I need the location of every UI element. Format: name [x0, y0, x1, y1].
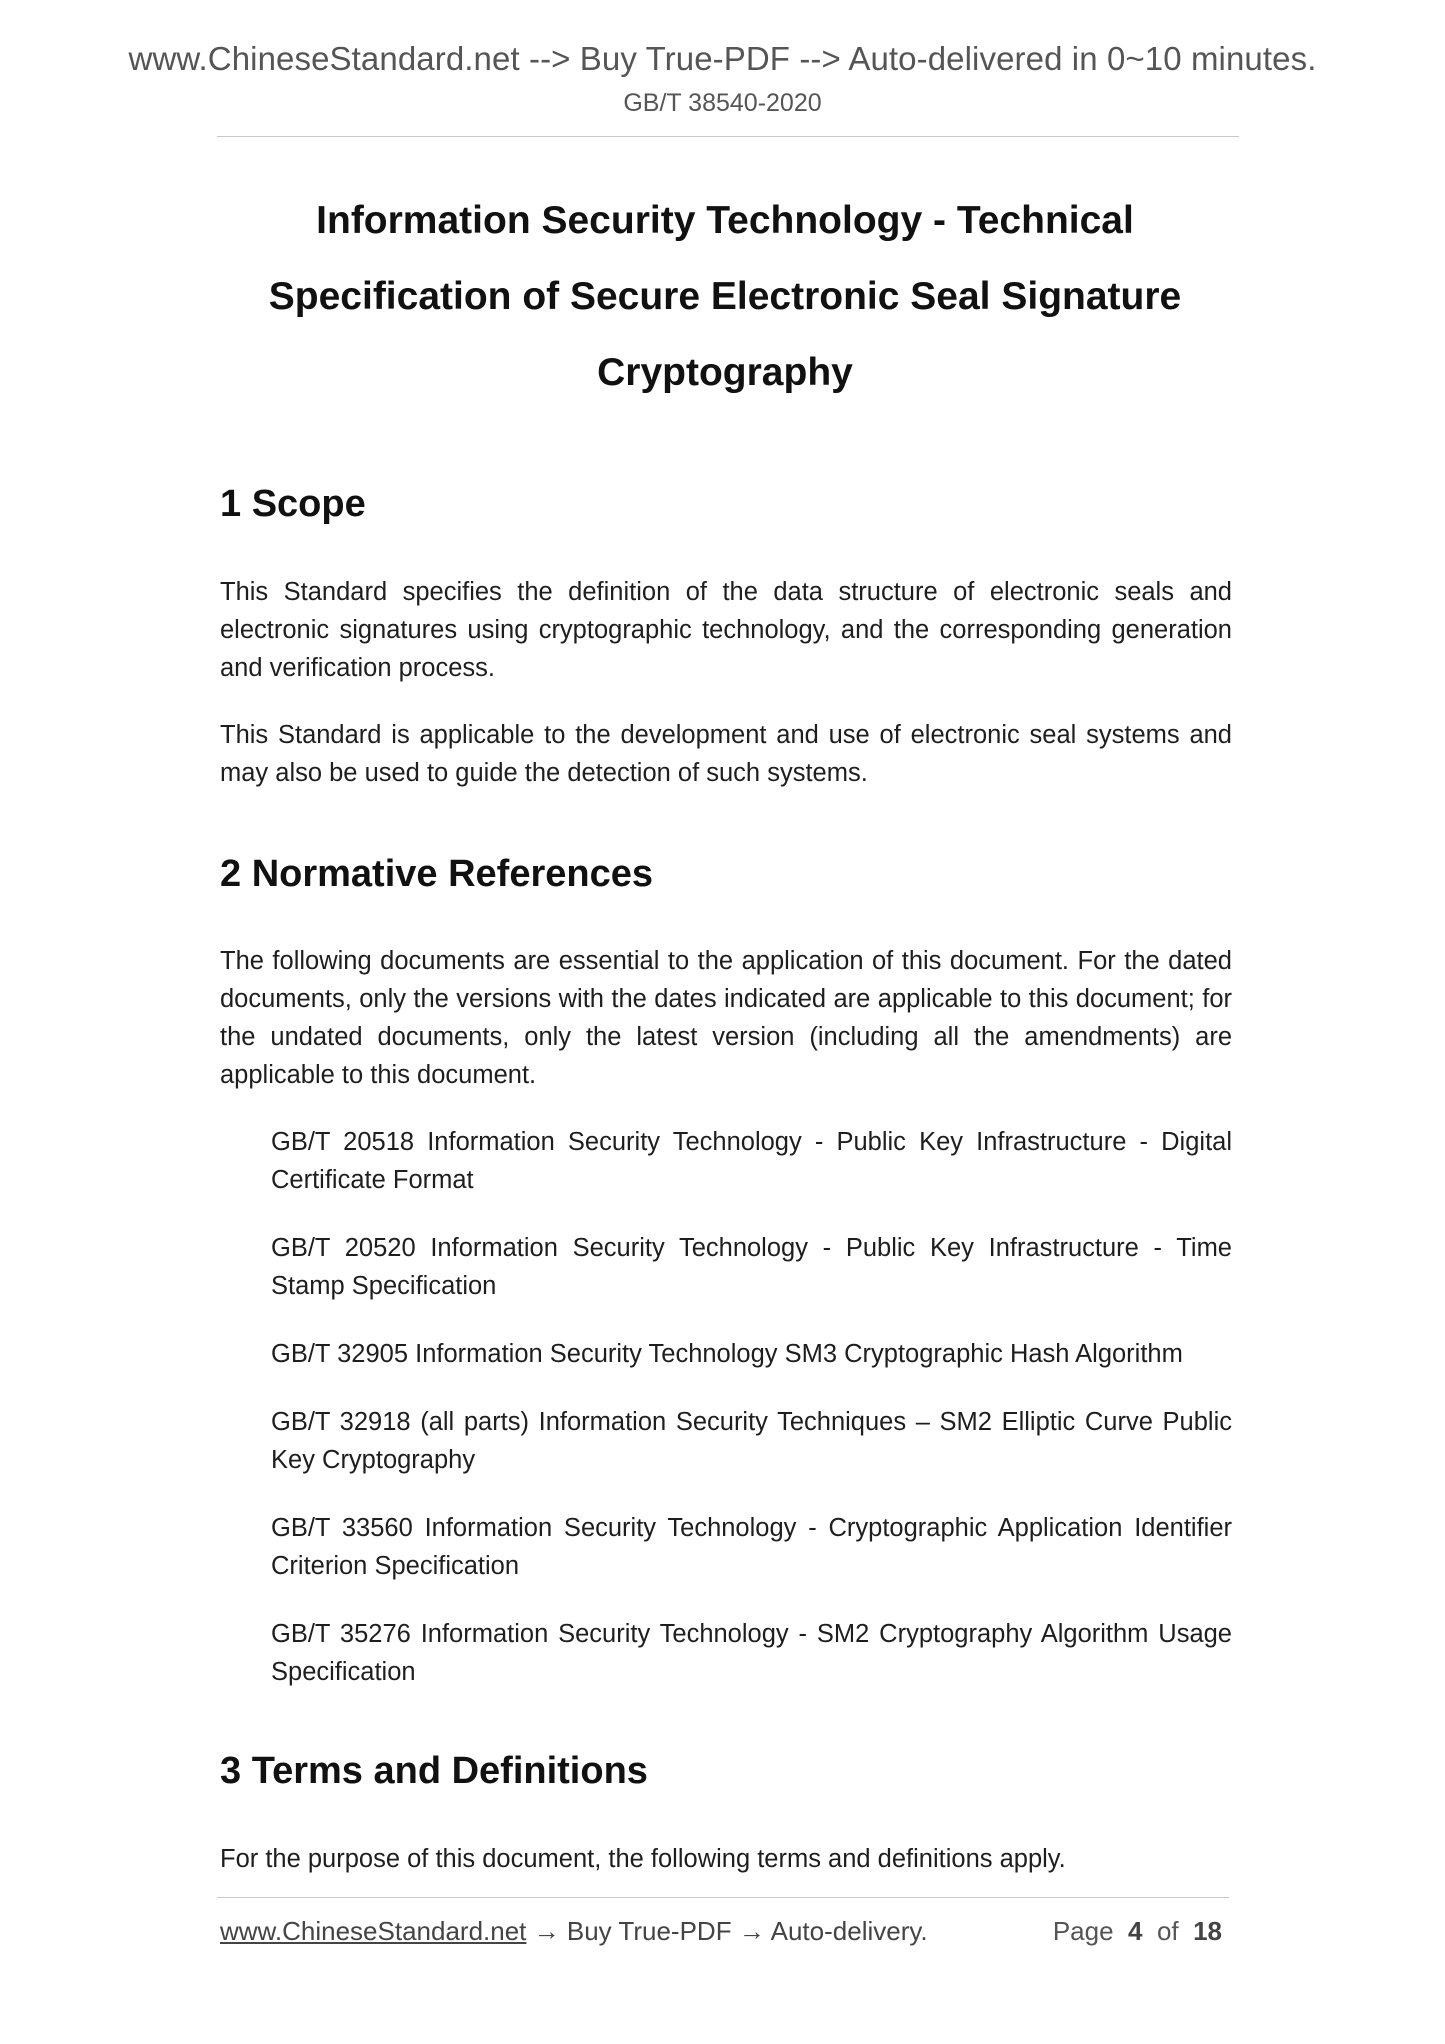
- page-current: 4: [1128, 1916, 1143, 1946]
- title-line-1: Information Security Technology - Technical: [316, 199, 1134, 242]
- document-title: [217, 190, 1233, 418]
- reference-item: GB/T 33560 Information Security Technology - Cryptographic Application Identifier Criterion Specification: [271, 1514, 1232, 1580]
- page-label: Page: [1052, 1916, 1114, 1946]
- footer-delivery-text: Auto-delivery.: [770, 1916, 928, 1946]
- footer-website-link[interactable]: www.ChineseStandard.net: [220, 1916, 527, 1946]
- scope-paragraph-2: This Standard is applicable to the development and use of electronic seal systems and may also be used to guide the detection of such systems.: [220, 721, 1232, 787]
- scope-paragraph-1: This Standard specifies the definition of the data structure of electronic seals and electronic signatures using cryptographic technology, and the corresponding generation and verification process.: [220, 578, 1232, 682]
- page-of-label: of: [1156, 1916, 1179, 1946]
- reference-item: GB/T 35276 Information Security Technology - SM2 Cryptography Algorithm Usage Specification: [271, 1620, 1232, 1686]
- title-line-3: Cryptography: [597, 351, 853, 394]
- section-heading-scope: 1 Scope: [220, 483, 366, 525]
- footer-divider: [217, 1897, 1229, 1898]
- reference-item: GB/T 32905 Information Security Technology SM3 Cryptographic Hash Algorithm: [271, 1340, 1183, 1368]
- footer-promo: [220, 1916, 928, 1947]
- header-divider: [217, 136, 1239, 137]
- section-heading-normative-references: 2 Normative References: [220, 853, 653, 895]
- arrow-right-icon: →: [533, 1916, 560, 1946]
- footer-buy-text: Buy True-PDF: [566, 1916, 732, 1946]
- header-banner: www.ChineseStandard.net --> Buy True-PDF --> Auto-delivered in 0~10 minutes.: [128, 40, 1317, 77]
- reference-item: GB/T 32918 (all parts) Information Security Techniques – SM2 Elliptic Curve Public Key Cryptography: [271, 1408, 1232, 1474]
- section-heading-terms-and-definitions: 3 Terms and Definitions: [220, 1750, 648, 1792]
- terms-intro-paragraph: For the purpose of this document, the following terms and definitions apply.: [220, 1845, 1066, 1873]
- page-number: [1053, 1916, 1222, 1947]
- reference-item: GB/T 20520 Information Security Technology - Public Key Infrastructure - Time Stamp Specification: [271, 1234, 1232, 1300]
- arrow-right-icon: →: [738, 1916, 765, 1946]
- title-line-2: Specification of Secure Electronic Seal Signature: [268, 275, 1182, 318]
- normative-intro-paragraph: The following documents are essential to the application of this document. For the dated documents, only the versions with the dates indicated are applicable to this document; for the undated documents, only the latest version (including all the amendments) are applicable to this document.: [220, 947, 1232, 1089]
- reference-item: GB/T 20518 Information Security Technology - Public Key Infrastructure - Digital Certificate Format: [271, 1128, 1232, 1194]
- header-standard-number: GB/T 38540-2020: [623, 89, 822, 117]
- page-total: 18: [1193, 1916, 1222, 1946]
